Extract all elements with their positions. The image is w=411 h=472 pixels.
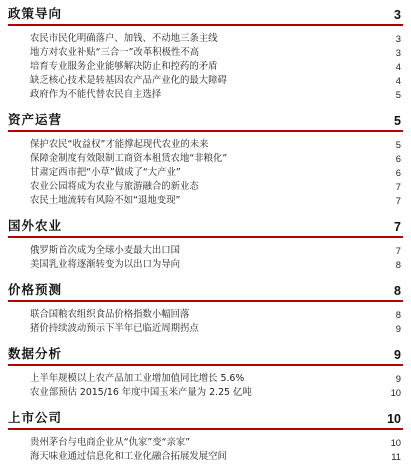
toc-entry-page: 4 xyxy=(395,75,401,86)
toc-entry-title[interactable]: 农民市民化明确落户、加钱、不动地三条主线 xyxy=(30,33,218,44)
toc-entry-page: 10 xyxy=(390,387,401,398)
toc-entry[interactable] xyxy=(30,138,401,152)
toc-entry-title[interactable]: 美国乳业将逐渐转变为以出口为导向 xyxy=(30,259,181,270)
toc-entry[interactable] xyxy=(30,372,401,386)
section-heading[interactable] xyxy=(8,344,403,366)
toc-entry-title[interactable]: 培育专业服务企业能够解决防止和控药的矛盾 xyxy=(30,61,218,72)
toc-section xyxy=(0,216,411,280)
section-items xyxy=(30,238,401,280)
toc-entry-title[interactable]: 农民土地流转有风险不如“退地变现” xyxy=(30,195,181,206)
toc-entry-page: 5 xyxy=(395,139,401,150)
toc-entry-title[interactable]: 缺乏核心技术是转基因农产品产业化的最大障碍 xyxy=(30,75,227,86)
toc-section xyxy=(0,344,411,408)
section-title[interactable]: 数据分析 xyxy=(8,346,63,361)
section-page-number: 7 xyxy=(394,220,401,234)
toc-section xyxy=(0,110,411,216)
section-heading[interactable] xyxy=(8,110,403,132)
toc-entry-page: 6 xyxy=(395,167,401,178)
toc-entry-page: 7 xyxy=(395,195,401,206)
section-title[interactable]: 国外农业 xyxy=(8,218,63,233)
toc-entry-title[interactable]: 农业公园将成为农业与旅游融合的新业态 xyxy=(30,181,199,192)
toc-entry-page: 11 xyxy=(391,451,401,462)
toc-entry-title[interactable]: 上半年规模以上农产品加工业增加值同比增长 5.6% xyxy=(30,373,245,384)
section-items xyxy=(30,302,401,344)
toc-entry-page: 7 xyxy=(395,181,401,192)
section-page-number: 8 xyxy=(394,284,401,298)
toc-entry-title[interactable]: 贵州茅台与电商企业从“仇家”变“亲家” xyxy=(30,437,191,448)
toc-entry-page: 7 xyxy=(395,245,401,256)
toc-entry-page: 8 xyxy=(395,259,401,270)
section-heading[interactable] xyxy=(8,408,403,430)
toc-entry[interactable] xyxy=(30,46,401,60)
toc-entry-page: 3 xyxy=(395,47,401,58)
section-title[interactable]: 资产运营 xyxy=(8,112,63,127)
toc-entry-page: 9 xyxy=(395,323,401,334)
toc-entry[interactable] xyxy=(30,244,401,258)
toc-entry[interactable] xyxy=(30,322,401,336)
toc-entry-page: 4 xyxy=(395,61,401,72)
toc-entry[interactable] xyxy=(30,258,401,272)
toc-entry-title[interactable]: 甘肃定西市把“小草”做成了“大产业” xyxy=(30,167,181,178)
toc-entry[interactable] xyxy=(30,60,401,74)
section-page-number: 10 xyxy=(387,412,401,426)
toc-entry[interactable] xyxy=(30,88,401,102)
toc-entry-title[interactable]: 海天味业通过信息化和工业化融合拓展发展空间 xyxy=(30,451,227,462)
toc-entry[interactable] xyxy=(30,308,401,322)
toc-entry[interactable] xyxy=(30,180,401,194)
section-page-number: 3 xyxy=(394,8,401,22)
toc-entry[interactable] xyxy=(30,32,401,46)
toc-entry[interactable] xyxy=(30,450,401,464)
toc-section xyxy=(0,408,411,472)
toc-entry-title[interactable]: 保障金制度有效限制工商资本租赁农地“非粮化” xyxy=(30,153,228,164)
section-title[interactable]: 政策导向 xyxy=(8,6,63,21)
section-page-number: 9 xyxy=(394,348,401,362)
section-items xyxy=(30,366,401,408)
toc-entry-title[interactable]: 地方对农业补贴“三合一”改革积极性不高 xyxy=(30,47,200,58)
section-items xyxy=(30,132,401,216)
section-items xyxy=(30,26,401,110)
toc-entry-page: 5 xyxy=(395,89,401,100)
toc-entry-page: 9 xyxy=(395,373,401,384)
toc-entry[interactable] xyxy=(30,74,401,88)
section-heading[interactable] xyxy=(8,216,403,238)
toc-entry-page: 6 xyxy=(395,153,401,164)
toc-section xyxy=(0,280,411,344)
section-page-number: 5 xyxy=(394,114,401,128)
toc-entry[interactable] xyxy=(30,194,401,208)
toc-entry-title[interactable]: 俄罗斯首次成为全球小麦最大出口国 xyxy=(30,245,181,256)
section-heading[interactable] xyxy=(8,4,403,26)
toc-entry[interactable] xyxy=(30,436,401,450)
toc-entry-title[interactable]: 农业部预估 2015/16 年度中国玉米产量为 2.25 亿吨 xyxy=(30,387,252,398)
section-items xyxy=(30,430,401,472)
section-title[interactable]: 价格预测 xyxy=(8,282,63,297)
section-heading[interactable] xyxy=(8,280,403,302)
toc-entry-page: 8 xyxy=(395,309,401,320)
toc-entry-title[interactable]: 保护农民“收益权”才能撑起现代农业的未来 xyxy=(30,139,209,150)
section-title[interactable]: 上市公司 xyxy=(8,410,63,425)
toc-section xyxy=(0,4,411,110)
toc-entry-title[interactable]: 联合国粮农组织食品价格指数小幅回落 xyxy=(30,309,190,320)
toc-entry[interactable] xyxy=(30,386,401,400)
toc-entry-title[interactable]: 猪价持续波动预示下半年已临近周期拐点 xyxy=(30,323,199,334)
toc-entry-title[interactable]: 政府作为不能代替农民自主选择 xyxy=(30,89,162,100)
toc-entry[interactable] xyxy=(30,166,401,180)
toc-entry[interactable] xyxy=(30,152,401,166)
toc-entry-page: 3 xyxy=(395,33,401,44)
toc-entry-page: 10 xyxy=(390,437,401,448)
